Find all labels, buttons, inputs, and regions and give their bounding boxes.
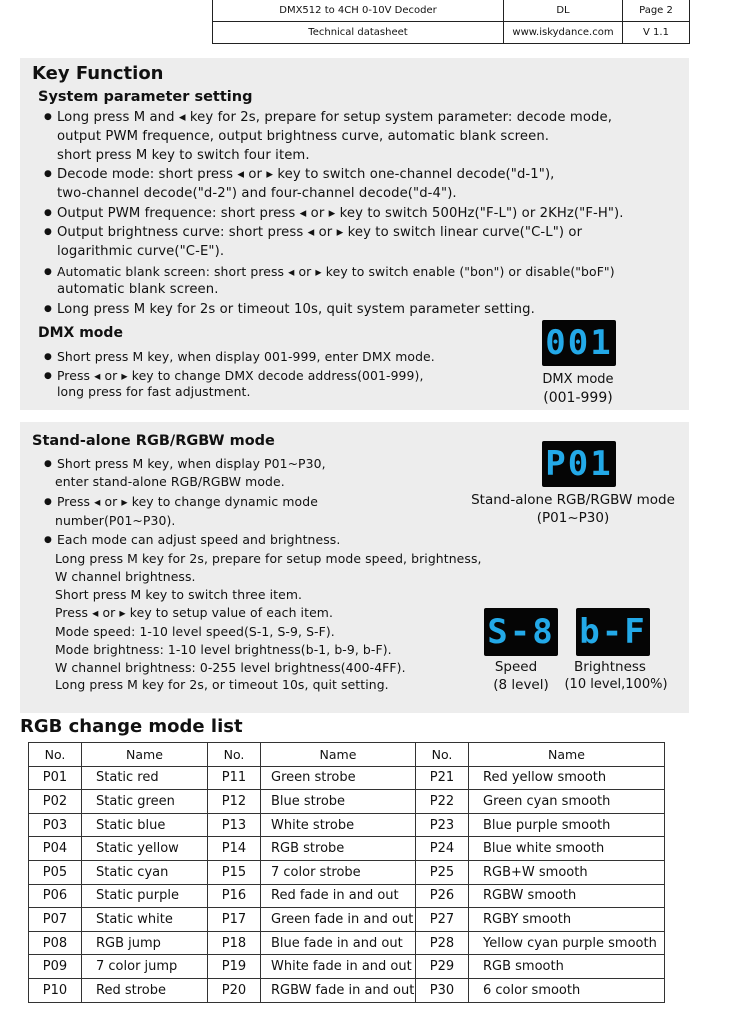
col-header: No.	[208, 743, 261, 767]
system-line-9: ● Automatic blank screen: short press ◂ or ▸ key to switch enable ("bon") or disable("boF")	[44, 264, 615, 279]
doc-type: Technical datasheet	[213, 22, 504, 44]
standalone-line-10: Mode speed: 1-10 level speed(S-1, S-9, S-F).	[55, 624, 335, 639]
datasheet-header	[212, 0, 690, 44]
mode-number-cell: P08	[29, 931, 82, 955]
website-link[interactable]: www.iskydance.com	[504, 22, 623, 44]
system-line-1: ● Long press M and ◂ key for 2s, prepare for setup system parameter: decode mode,	[44, 110, 612, 125]
mode-number-cell: P06	[29, 884, 82, 908]
mode-name-cell: Yellow cyan purple smooth	[469, 931, 665, 955]
brightness-caption-2: (10 level,100%)	[564, 677, 668, 692]
key-function-title: Key Function	[32, 63, 164, 84]
mode-name-cell: White strobe	[261, 813, 416, 837]
mode-number-cell: P18	[208, 931, 261, 955]
mode-number-cell: P30	[416, 978, 469, 1002]
mode-number-cell: P02	[29, 790, 82, 814]
mode-number-cell: P16	[208, 884, 261, 908]
standalone-line-3: ● Press ◂ or ▸ key to change dynamic mode	[44, 494, 318, 509]
mode-number-cell: P25	[416, 860, 469, 884]
mode-name-cell: RGBW fade in and out	[261, 978, 416, 1002]
col-header: No.	[416, 743, 469, 767]
system-line-5: two-channel decode("d-2") and four-channel decode("d-4").	[57, 186, 457, 201]
product-name: DMX512 to 4CH 0-10V Decoder	[213, 0, 504, 22]
mode-name-cell: Blue fade in and out	[261, 931, 416, 955]
speed-caption-2: (8 level)	[493, 677, 549, 693]
mode-name-cell: Green fade in and out	[261, 908, 416, 932]
mode-name-cell: 7 color strobe	[261, 860, 416, 884]
mode-number-cell: P28	[416, 931, 469, 955]
speed-caption-1: Speed	[494, 659, 538, 675]
mode-name-cell: 7 color jump	[82, 955, 208, 979]
dmx-mode-title: DMX mode	[38, 325, 123, 341]
mode-number-cell: P26	[416, 884, 469, 908]
dmx-line-1: ● Short press M key, when display 001-999, enter DMX mode.	[44, 349, 435, 364]
system-setting-title: System parameter setting	[38, 89, 253, 105]
mode-number-cell: P23	[416, 813, 469, 837]
col-header: Name	[261, 743, 416, 767]
standalone-line-13: Long press M key for 2s, or timeout 10s, quit setting.	[55, 677, 389, 692]
mode-name-cell: RGBY smooth	[469, 908, 665, 932]
standalone-line-4: number(P01~P30).	[55, 513, 176, 528]
mode-number-cell: P21	[416, 766, 469, 790]
standalone-line-7: W channel brightness.	[55, 569, 196, 584]
mode-number-cell: P17	[208, 908, 261, 932]
table-row	[29, 908, 665, 932]
standalone-line-6: Long press M key for 2s, prepare for setup mode speed, brightness,	[55, 551, 482, 566]
table-row	[29, 766, 665, 790]
mode-number-cell: P11	[208, 766, 261, 790]
standalone-line-11: Mode brightness: 1-10 level brightness(b-1, b-9, b-F).	[55, 642, 392, 657]
mode-number-cell: P24	[416, 837, 469, 861]
table-row	[29, 813, 665, 837]
mode-number-cell: P05	[29, 860, 82, 884]
table-row	[29, 931, 665, 955]
mode-name-cell: Static blue	[82, 813, 208, 837]
speed-display: S-8	[484, 608, 558, 656]
mode-name-cell: Blue purple smooth	[469, 813, 665, 837]
standalone-line-12: W channel brightness: 0-255 level brightness(400-4FF).	[55, 660, 406, 675]
standalone-line-9: Press ◂ or ▸ key to setup value of each item.	[55, 605, 333, 620]
dmx-caption-2: (001-999)	[543, 390, 613, 406]
dmx-line-3: long press for fast adjustment.	[57, 384, 251, 399]
mode-number-cell: P20	[208, 978, 261, 1002]
mode-name-cell: Red yellow smooth	[469, 766, 665, 790]
standalone-caption-2: (P01~P30)	[536, 510, 610, 526]
system-line-7: ● Output brightness curve: short press ◂ or ▸ key to switch linear curve("C-L") or	[44, 225, 582, 240]
standalone-line-5: ● Each mode can adjust speed and brightness.	[44, 532, 340, 547]
mode-number-cell: P15	[208, 860, 261, 884]
mode-name-cell: Red fade in and out	[261, 884, 416, 908]
table-header-row	[29, 743, 665, 767]
mode-name-cell: Static green	[82, 790, 208, 814]
dmx-caption-1: DMX mode	[542, 372, 614, 387]
version: V 1.1	[623, 22, 690, 44]
mode-name-cell: Red strobe	[82, 978, 208, 1002]
mode-number-cell: P04	[29, 837, 82, 861]
series-code: DL	[504, 0, 623, 22]
mode-number-cell: P03	[29, 813, 82, 837]
mode-number-cell: P07	[29, 908, 82, 932]
mode-name-cell: Static red	[82, 766, 208, 790]
mode-number-cell: P19	[208, 955, 261, 979]
mode-name-cell: Static white	[82, 908, 208, 932]
mode-name-cell: RGBW smooth	[469, 884, 665, 908]
mode-number-cell: P13	[208, 813, 261, 837]
mode-number-cell: P01	[29, 766, 82, 790]
mode-list-title: RGB change mode list	[20, 716, 243, 737]
dmx-line-2: ● Press ◂ or ▸ key to change DMX decode address(001-999),	[44, 368, 424, 383]
mode-name-cell: Green cyan smooth	[469, 790, 665, 814]
system-line-10: automatic blank screen.	[57, 282, 219, 297]
mode-name-cell: Blue strobe	[261, 790, 416, 814]
mode-name-cell: 6 color smooth	[469, 978, 665, 1002]
table-row	[29, 884, 665, 908]
mode-name-cell: Green strobe	[261, 766, 416, 790]
mode-list-table	[28, 742, 665, 1003]
mode-number-cell: P27	[416, 908, 469, 932]
table-row	[29, 955, 665, 979]
table-row	[29, 978, 665, 1002]
brightness-caption-1: Brightness	[574, 659, 646, 675]
standalone-caption-1: Stand-alone RGB/RGBW mode	[471, 492, 675, 508]
system-line-6: ● Output PWM frequence: short press ◂ or ▸ key to switch 500Hz("F-L") or 2KHz("F-H").	[44, 206, 624, 221]
mode-name-cell: Static yellow	[82, 837, 208, 861]
system-line-4: ● Decode mode: short press ◂ or ▸ key to switch one-channel decode("d-1"),	[44, 167, 554, 182]
col-header: Name	[82, 743, 208, 767]
mode-name-cell: Blue white smooth	[469, 837, 665, 861]
standalone-line-1: ● Short press M key, when display P01~P30,	[44, 456, 326, 471]
mode-name-cell: RGB smooth	[469, 955, 665, 979]
brightness-display: b-F	[576, 608, 650, 656]
col-header: No.	[29, 743, 82, 767]
mode-name-cell: RGB strobe	[261, 837, 416, 861]
table-row	[29, 837, 665, 861]
mode-name-cell: RGB+W smooth	[469, 860, 665, 884]
table-row	[29, 860, 665, 884]
system-line-2: output PWM frequence, output brightness curve, automatic blank screen.	[57, 129, 550, 144]
mode-number-cell: P09	[29, 955, 82, 979]
mode-number-cell: P10	[29, 978, 82, 1002]
mode-number-cell: P22	[416, 790, 469, 814]
col-header: Name	[469, 743, 665, 767]
standalone-title: Stand-alone RGB/RGBW mode	[32, 433, 275, 449]
mode-number-cell: P29	[416, 955, 469, 979]
system-line-8: logarithmic curve("C-E").	[57, 244, 225, 259]
dmx-display: 001	[542, 320, 616, 366]
page-number: Page 2	[623, 0, 690, 22]
table-row	[29, 790, 665, 814]
standalone-line-8: Short press M key to switch three item.	[55, 587, 303, 602]
standalone-display: P01	[542, 441, 616, 487]
mode-name-cell: White fade in and out	[261, 955, 416, 979]
mode-name-cell: RGB jump	[82, 931, 208, 955]
system-line-11: ● Long press M key for 2s or timeout 10s, quit system parameter setting.	[44, 302, 535, 317]
mode-name-cell: Static purple	[82, 884, 208, 908]
mode-name-cell: Static cyan	[82, 860, 208, 884]
mode-number-cell: P14	[208, 837, 261, 861]
standalone-line-2: enter stand-alone RGB/RGBW mode.	[55, 474, 285, 489]
system-line-3: short press M key to switch four item.	[57, 148, 310, 163]
mode-number-cell: P12	[208, 790, 261, 814]
